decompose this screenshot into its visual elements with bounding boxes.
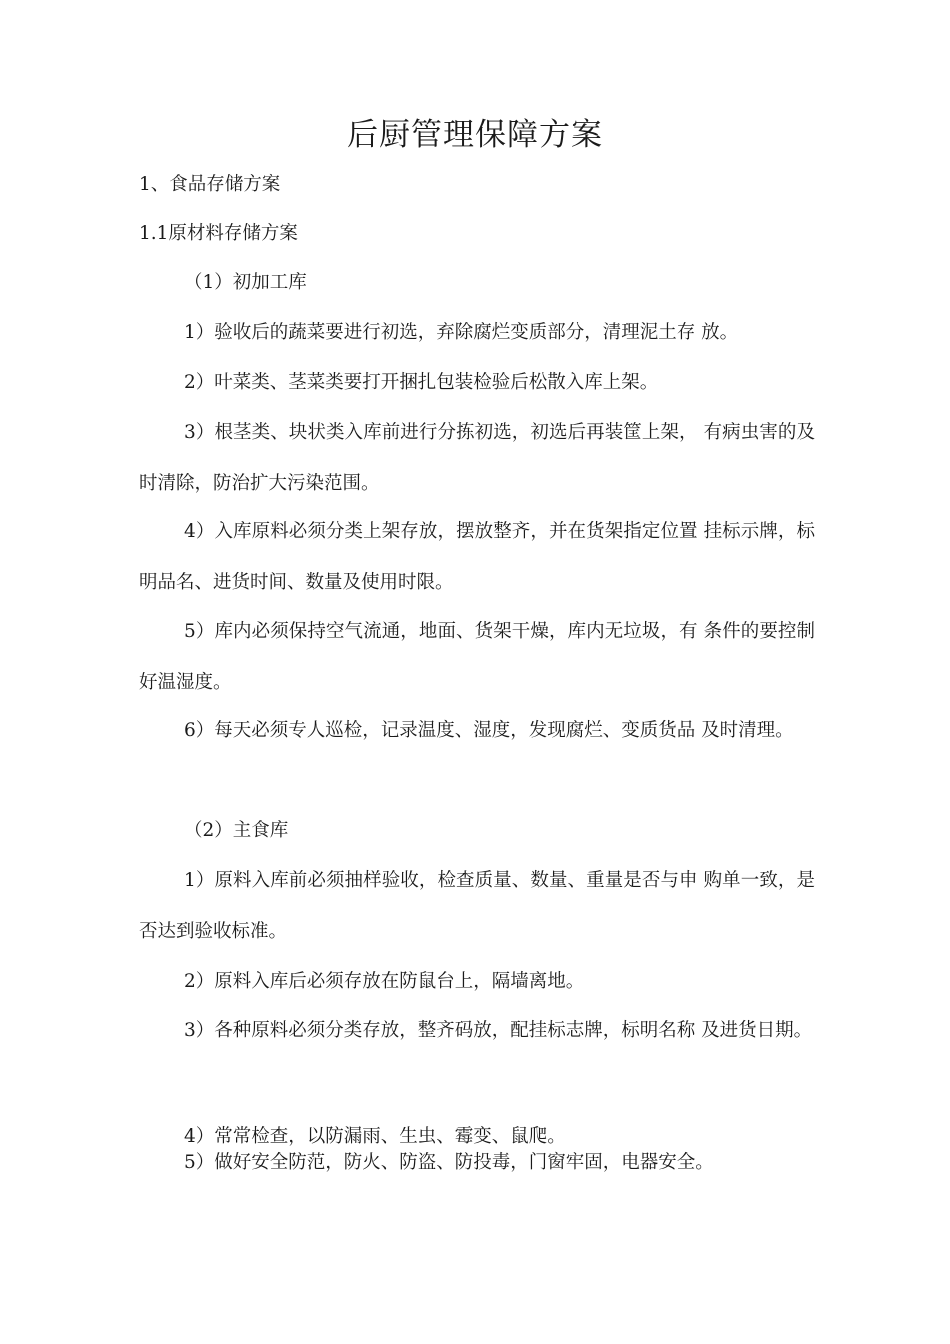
paragraph-sub2-item-3: 3）各种原料必须分类存放，整齐码放，配挂标志牌，标明名称 及进货日期。	[184, 1020, 813, 1041]
paragraph-sub2-item-5: 5）做好安全防范，防火、防盗、防投毒，门窗牢固，电器安全。	[184, 1152, 714, 1173]
section-heading-1-1: 1.1原材料存储方案	[139, 223, 298, 244]
paragraph-sub1-item-6: 6）每天必须专人巡检，记录温度、湿度，发现腐烂、变质货品 及时清理。	[184, 720, 794, 741]
paragraph-sub1-item-1: 1）验收后的蔬菜要进行初选，弃除腐烂变质部分，清理泥土存 放。	[184, 322, 739, 343]
subsection-heading-staple-food: （2）主食库	[184, 820, 289, 841]
paragraph-sub2-item-2: 2）原料入库后必须存放在防鼠台上，隔墙离地。	[184, 971, 585, 992]
paragraph-sub1-item-3: 3）根茎类、块状类入库前进行分拣初选，初选后再装筐上架， 有病虫害的及时清除，防治扩大污染范围。	[139, 422, 815, 494]
subsection-heading-initial-processing: （1）初加工库	[184, 272, 307, 293]
paragraph-sub2-item-1: 1）原料入库前必须抽样验收，检查质量、数量、重量是否与申 购单一致，是否达到验收标准。	[139, 870, 815, 942]
section-heading-1: 1、食品存储方案	[139, 174, 281, 195]
document-title: 后厨管理保障方案	[347, 117, 603, 153]
paragraph-sub2-item-4: 4）常常检查，以防漏雨、生虫、霉变、鼠爬。	[184, 1126, 566, 1147]
paragraph-sub1-item-5: 5）库内必须保持空气流通，地面、货架干燥，库内无垃圾，有 条件的要控制好温湿度。	[139, 621, 815, 693]
paragraph-sub1-item-2: 2）叶菜类、茎菜类要打开捆扎包装检验后松散入库上架。	[184, 372, 659, 393]
paragraph-sub1-item-4: 4）入库原料必须分类上架存放，摆放整齐，并在货架指定位置 挂标示牌，标明品名、进货时间、数量及使用时限。	[139, 521, 815, 593]
